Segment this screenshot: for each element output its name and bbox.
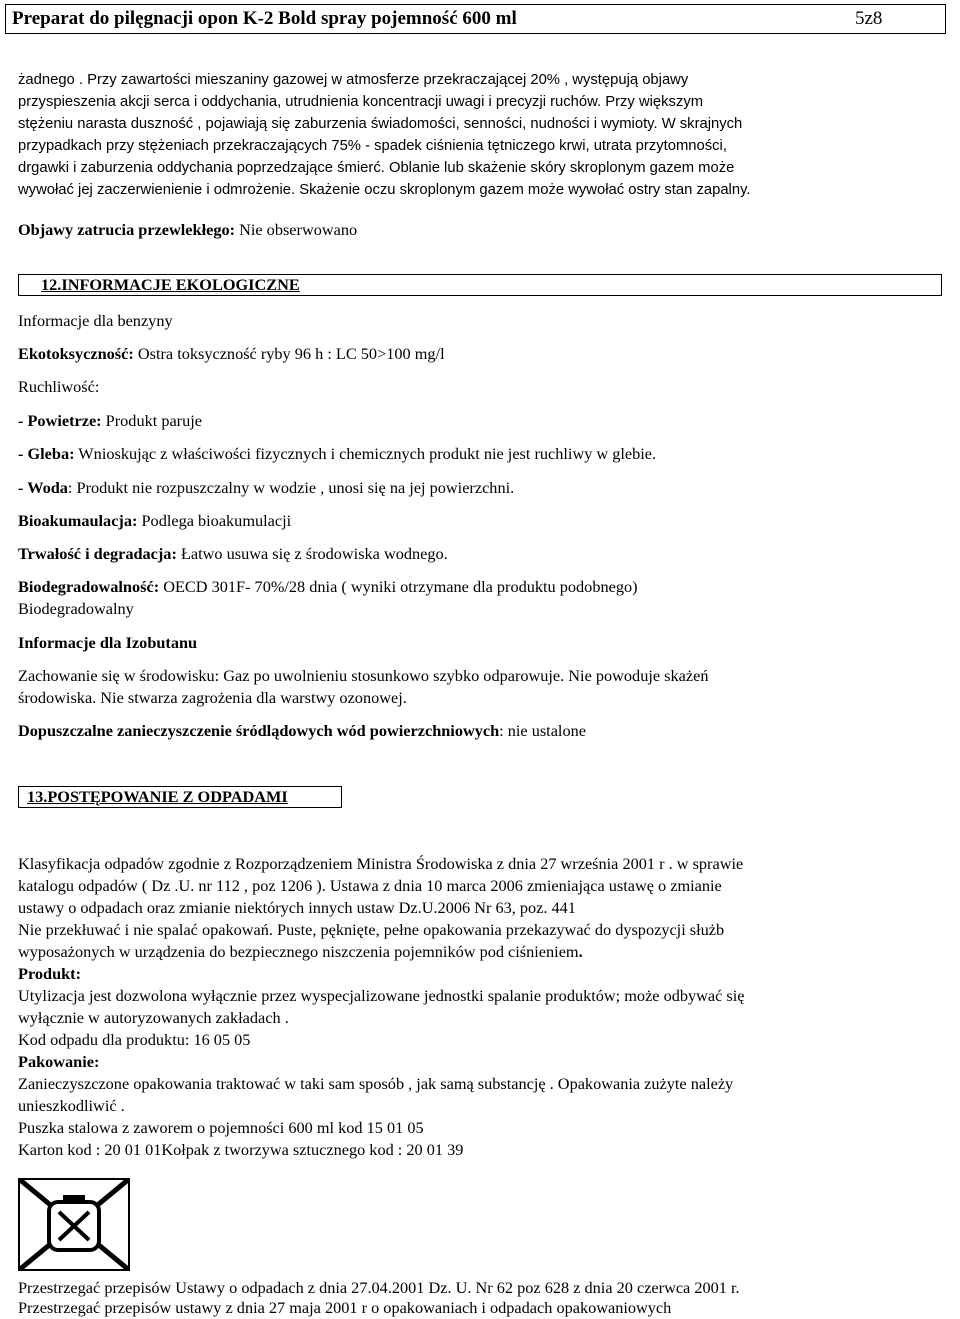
ruchliwosc-label: Ruchliwość:	[18, 377, 100, 396]
produkt-line: wyłącznie w autoryzowanych zakładach .	[18, 1008, 289, 1027]
intro-line: wywołać jej zaczerwienienie i odmrożenie. Skażenie oczu skroplonym gazem może wywołać ostry stan zapalny.	[18, 182, 751, 198]
biodegradowalnosc-value: OECD 301F- 70%/28 dnia ( wyniki otrzymane dla produktu podobnego)	[159, 577, 638, 596]
produkt-label: Produkt:	[18, 964, 82, 983]
biodegradowalnosc	[18, 576, 638, 598]
waste-line: ustawy o odpadach oraz zmianie niektórych innych ustaw Dz.U.2006 Nr 63, poz. 441	[18, 898, 576, 917]
footer-line: Przestrzegać przepisów ustawy z dnia 27 maja 2001 r o opakowaniach i odpadach opakowaniowych	[18, 1298, 672, 1317]
dopuszczalne-label: Dopuszczalne zanieczyszczenie śródlądowych wód powierzchniowych	[18, 721, 500, 740]
gleba-label: - Gleba:	[18, 444, 75, 463]
trwalosc	[18, 543, 448, 565]
document-title: Preparat do pilęgnacji opon K-2 Bold spray pojemność 600 ml	[12, 8, 517, 29]
bioakumulacja	[18, 510, 291, 532]
izobutan-title: Informacje dla Izobutanu	[18, 633, 198, 652]
bioakumulacja-value: Podlega bioakumulacji	[137, 511, 292, 530]
benzyna-title: Informacje dla benzyny	[18, 311, 173, 330]
waste-line: katalogu odpadów ( Dz .U. nr 112 , poz 1206 ). Ustawa z dnia 10 marca 2006 zmieniająca ustawę o zmianie	[18, 876, 722, 895]
intro-line: stężeniu narasta duszność , pojawiają się zaburzenia świadomości, senności, nudności i wymioty. W skrajnych	[18, 116, 743, 132]
zachowanie-line: środowiska. Nie stwarza zagrożenia dla warstwy ozonowej.	[18, 688, 407, 707]
ekotoksycznosc	[18, 343, 445, 365]
section-12-heading: 12.INFORMACJE EKOLOGICZNE	[41, 275, 300, 294]
woda	[18, 477, 514, 499]
section-13-heading: 13.POSTĘPOWANIE Z ODPADAMI	[27, 787, 288, 806]
powietrze-label: - Powietrze:	[18, 411, 102, 430]
intro-line: żadnego . Przy zawartości mieszaniny gazowej w atmosferze przekraczającej 20% , występują objawy	[18, 72, 689, 88]
biodegradowalnosc-label: Biodegradowalność:	[18, 577, 160, 596]
crossed-out-waste-container-icon	[18, 1178, 130, 1271]
waste-line: Klasyfikacja odpadów zgodnie z Rozporządzeniem Ministra Środowiska z dnia 27 września 2001 r . w sprawie	[18, 854, 744, 873]
ekotoksycznosc-value: Ostra toksyczność ryby 96 h : LC 50>100 mg/l	[133, 344, 445, 363]
waste-line	[18, 941, 583, 963]
biodegradowalnosc-line2: Biodegradowalny	[18, 599, 134, 618]
chronic-symptoms-label: Objawy zatrucia przewlekłego:	[18, 220, 236, 239]
document-header	[5, 4, 946, 34]
woda-label: - Woda	[18, 478, 68, 497]
pakowanie-line: Karton kod : 20 01 01Kołpak z tworzywa sztucznego kod : 20 01 39	[18, 1140, 464, 1159]
trwalosc-value: Łatwo usuwa się z środowiska wodnego.	[176, 544, 448, 563]
intro-line: przypadkach przy stężeniach przekraczających 75% - spadek ciśnienia tętniczego krwi, utrata przytomności,	[18, 138, 727, 154]
pakowanie-line: Zanieczyszczone opakowania traktować w taki sam sposób , jak samą substancję . Opakowania zużyte należy	[18, 1074, 734, 1093]
waste-line-period: .	[578, 942, 583, 961]
produkt-line: Utylizacja jest dozwolona wyłącznie przez wyspecjalizowane jednostki spalanie produktów; może odbywać się	[18, 986, 745, 1005]
woda-value: : Produkt nie rozpuszczalny w wodzie , unosi się na jej powierzchni.	[67, 478, 515, 497]
intro-line: przyspieszenia akcji serca i oddychania, utrudnienia koncentracji uwagi i precyzji ruchów. Przy większym	[18, 94, 704, 110]
waste-line-text: wyposażonych w urządzenia do bezpiecznego niszczenia pojemników pod ciśnieniem	[18, 942, 579, 961]
powietrze	[18, 410, 202, 432]
pakowanie-line: unieszkodliwić .	[18, 1096, 125, 1115]
footer-line: Przestrzegać przepisów Ustawy o odpadach z dnia 27.04.2001 Dz. U. Nr 62 poz 628 z dnia 20 czerwca 2001 r.	[18, 1278, 740, 1297]
section-12-header	[18, 274, 942, 296]
intro-line: drgawki i zaburzenia oddychania poprzedzające śmierć. Oblanie lub skażenie skóry skroplonym gazem może	[18, 160, 735, 176]
waste-line: Nie przekłuwać i nie spalać opakowań. Puste, pęknięte, pełne opakowania przekazywać do dyspozycji służb	[18, 920, 725, 939]
pakowanie-label: Pakowanie:	[18, 1052, 100, 1071]
produkt-line: Kod odpadu dla produktu: 16 05 05	[18, 1030, 251, 1049]
section-13-header	[18, 786, 342, 808]
page-number: 5z8	[855, 8, 883, 29]
chronic-symptoms	[18, 219, 357, 241]
pakowanie-line: Puszka stalowa z zaworem o pojemności 600 ml kod 15 01 05	[18, 1118, 424, 1137]
powietrze-value: Produkt paruje	[101, 411, 202, 430]
trwalosc-label: Trwałość i degradacja:	[18, 544, 177, 563]
dopuszczalne	[18, 720, 586, 742]
bioakumulacja-label: Bioakumaulacja:	[18, 511, 138, 530]
zachowanie-line: Zachowanie się w środowisku: Gaz po uwolnieniu stosunkowo szybko odparowuje. Nie powoduje skażeń	[18, 666, 709, 685]
gleba	[18, 443, 656, 465]
dopuszczalne-value: : nie ustalone	[499, 721, 586, 740]
gleba-value: Wnioskując z właściwości fizycznych i chemicznych produkt nie jest ruchliwy w glebie.	[74, 444, 657, 463]
ekotoksycznosc-label: Ekotoksyczność:	[18, 344, 134, 363]
chronic-symptoms-value: Nie obserwowano	[235, 220, 358, 239]
